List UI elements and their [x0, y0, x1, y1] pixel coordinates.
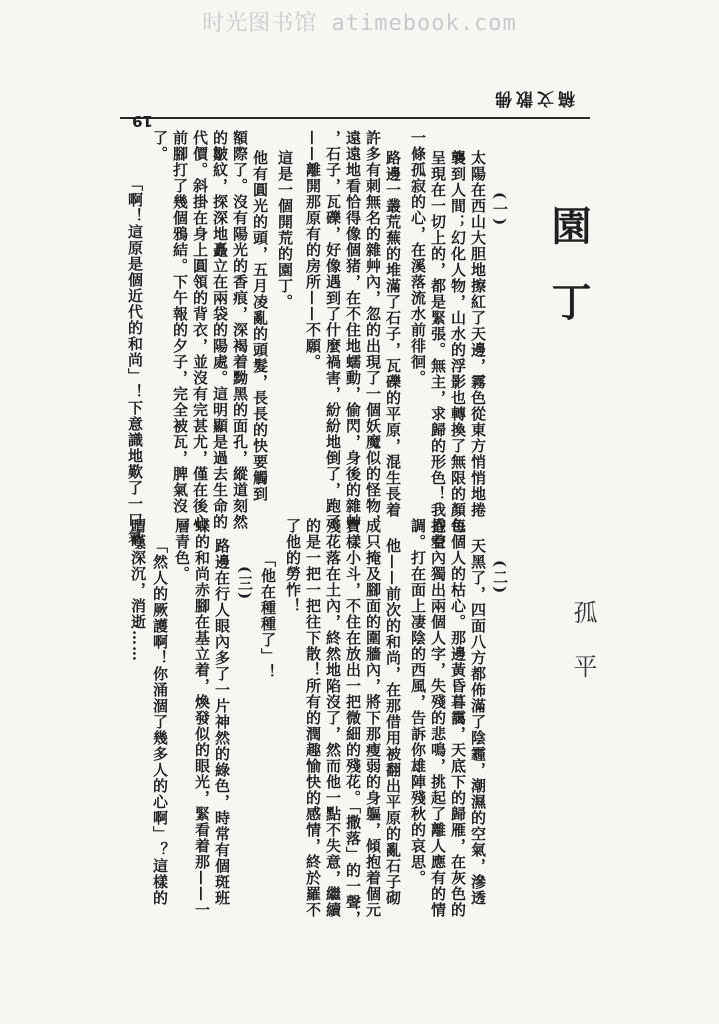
section-marker: (二) [491, 560, 509, 596]
text-column: 路邊一叢荒蕪的堆滿了石子，瓦礫的平原，混生長着 [384, 150, 402, 518]
section-marker: (三) [236, 566, 254, 602]
text-column: 昏空內獨出兩個人字，失殘的悲鳴，挑起了離人應有的情 [429, 518, 447, 918]
text-column: 每個人的枯心。那邊黃昏暮靄，天底下的歸雁，在灰色的 [449, 518, 467, 918]
section-marker: (一) [491, 192, 509, 228]
text-column: 了他的勞怍！ [284, 518, 302, 614]
text-column: 額際了。沒有陽光的香痕，深褐着黝黑的面孔，縱道刻然 [231, 130, 249, 530]
text-column: 路邊在行人眼內多了一片神然的綠色，時常有個斑班 [213, 538, 231, 906]
text-column: ——離開那原有的房所——不願。 [304, 130, 322, 370]
text-column: 代價。斜掛在身上圓領的背衣，並沒有完甚尤，僅在後心 [191, 130, 209, 530]
text-column: 前腳打了幾個鴉結。下午報的夕子，完全被瓦，脾氣沒 [171, 130, 189, 514]
text-column: 調。打在面上凄陰的西風，告訴你雄陣殘秋的哀思。 [409, 518, 427, 886]
author-name: 孤平 [569, 600, 597, 708]
text-column: 寶樣小斗，不住在放出一把微細的殘花。「撒落」的一聲， [344, 518, 362, 927]
page-number: 19 [132, 112, 153, 130]
text-column: 層青色。 [173, 518, 191, 582]
text-column: 許多有刺無名的雜艸內，忽的出現了一個妖魔似的怪物， [364, 130, 382, 530]
text-column: 成只掩及腳面的圍牆內，將下那瘦弱的身軀，傾抱着個元 [364, 518, 382, 918]
text-column: 喟嘆深沉，消逝…… [129, 518, 147, 662]
text-column: 了。 [151, 130, 169, 162]
text-column: 殘花落在土內，終然地陷沒了，然而他一點不失意，繼續 [324, 518, 342, 918]
text-column: 天黑了，四面八方都佈滿了陰霾，潮濕的空氣，滲透 [469, 538, 487, 906]
header-rule [120, 117, 590, 119]
text-column: 蝶的和尚赤腳在基立着，煥發似的眼光，緊看着那——一 [193, 518, 211, 918]
text-column: 「他在種種了」！ [259, 552, 277, 680]
text-column: ，石子，瓦礫，好像遇到了什麼禍害，紛紛地倒了，跑了 [324, 130, 342, 530]
article-title: 園丁 [545, 205, 592, 357]
header-title: 稿文散佛 [491, 88, 575, 108]
text-column: 襲到人間；幻化人物，山水的浮影也轉換了無限的顏色。 [449, 150, 467, 550]
text-column: 他有圓光的頭，五月凌亂的頭髮，長長的快要觸到 [251, 150, 269, 502]
text-column: 呈現在一切上的，都是緊張。無主，求歸的形色！我抱着 [429, 150, 447, 550]
text-column: 這是一個開荒的園丁。 [276, 150, 294, 310]
text-column: 「然人的厥護啊！你涌涸了幾多人的心啊」？這樣的 [151, 538, 169, 906]
text-column: 的是一把一把往下散！所有的潤趣愉快的感情，終於羅不 [304, 518, 322, 918]
text-column: 太陽在西山大胆地擦紅了天邊，霧色從東方悄悄地捲 [469, 150, 487, 518]
text-column: 他——前次的和尚，在那借用被翻出平原的亂石子砌 [384, 538, 402, 906]
watermark-text: 时光图书馆 atimebook.com [202, 11, 517, 36]
text-column: 遠遠地看恰得像個猪，在不住地蠕動，偷閃，身後的雜艸 [344, 130, 362, 530]
text-column: 一條孤寂的心，在溪落流水前徘徊。 [409, 130, 427, 386]
text-column: 「啊！這原是個近代的和尚」！下意識地歎了一口氣。 [126, 176, 144, 560]
text-column: 的皺紋，探深地矗立在兩袋的陽處。這明顯是過去生命的 [211, 130, 229, 530]
